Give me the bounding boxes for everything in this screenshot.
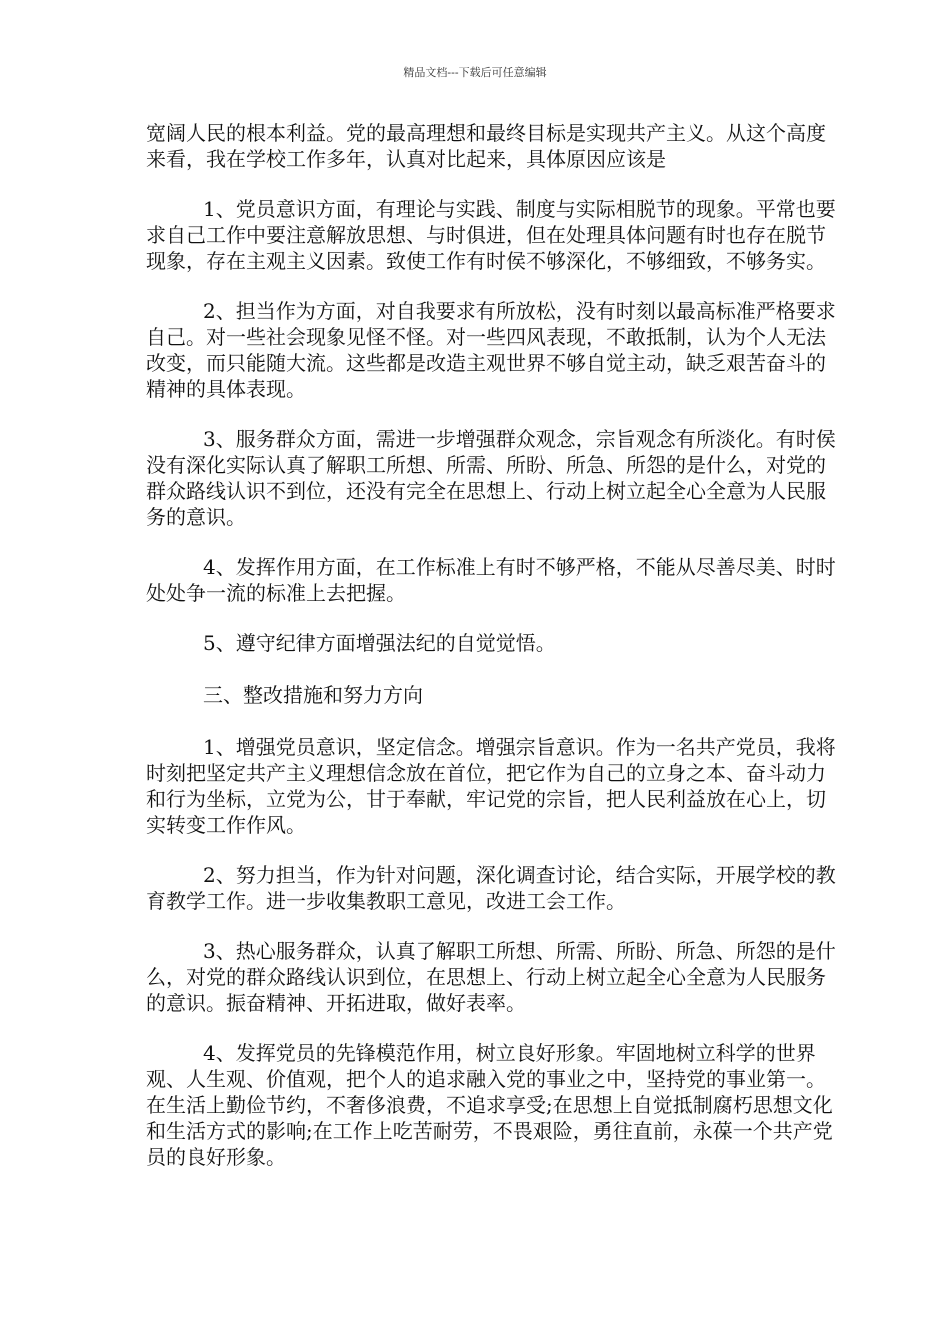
paragraph-measure-2: 2、努力担当，作为针对问题，深化调查讨论，结合实际，开展学校的教育教学工作。进一步收集教职工意见，改进工会工作。 <box>146 863 836 913</box>
paragraph-measure-4: 4、发挥党员的先锋模范作用，树立良好形象。牢固地树立科学的世界观、人生观、价值观，把个人的追求融入党的事业之中，坚持党的事业第一。在生活上勤俭节约，不奢侈浪费，不追求享受;在思想上自觉抵制腐朽思想文化和生活方式的影响;在工作上吃苦耐劳，不畏艰险，勇往直前，永葆一个共产党员的良好形象。 <box>146 1041 833 1169</box>
paragraph-intro: 宽阔人民的根本利益。党的最高理想和最终目标是实现共产主义。从这个高度来看，我在学校工作多年，认真对比起来，具体原因应该是 <box>146 121 826 171</box>
paragraph-measure-1: 1、增强党员意识，坚定信念。增强宗旨意识。作为一名共产党员，我将时刻把坚定共产主义理想信念放在首位，把它作为自己的立身之本、奋斗动力和行为坐标，立党为公，甘于奉献，牢记党的宗旨，把人民利益放在心上，切实转变工作作风。 <box>146 735 836 837</box>
paragraph-issue-2: 2、担当作为方面，对自我要求有所放松，没有时刻以最高标准严格要求自己。对一些社会现象见怪不怪。对一些四风表现，不敢抵制，认为个人无法改变，而只能随大流。这些都是改造主观世界不够自觉主动，缺乏艰苦奋斗的精神的具体表现。 <box>146 299 836 401</box>
page-header: 精品文档---下载后可任意编辑 <box>403 66 547 79</box>
paragraph-issue-3: 3、服务群众方面，需进一步增强群众观念，宗旨观念有所淡化。有时侯没有深化实际认真了解职工所想、所需、所盼、所急、所怨的是什么，对党的群众路线认识不到位，还没有完全在思想上、行动上树立起全心全意为人民服务的意识。 <box>146 427 836 529</box>
section-heading: 三、整改措施和努力方向 <box>203 683 423 707</box>
paragraph-issue-4: 4、发挥作用方面，在工作标准上有时不够严格，不能从尽善尽美、时时处处争一流的标准上去把握。 <box>146 555 836 605</box>
paragraph-issue-1: 1、党员意识方面，有理论与实践、制度与实际相脱节的现象。平常也要求自己工作中要注意解放思想、与时俱进，但在处理具体问题有时也存在脱节现象，存在主观主义因素。致使工作有时侯不够深化，不够细致，不够务实。 <box>146 197 836 273</box>
document-body <box>146 120 836 1194</box>
paragraph-measure-3: 3、热心服务群众，认真了解职工所想、所需、所盼、所急、所怨的是什么，对党的群众路线认识到位，在思想上、行动上树立起全心全意为人民服务的意识。振奋精神、开拓进取，做好表率。 <box>146 939 836 1015</box>
paragraph-issue-5: 5、遵守纪律方面增强法纪的自觉觉悟。 <box>203 631 556 655</box>
